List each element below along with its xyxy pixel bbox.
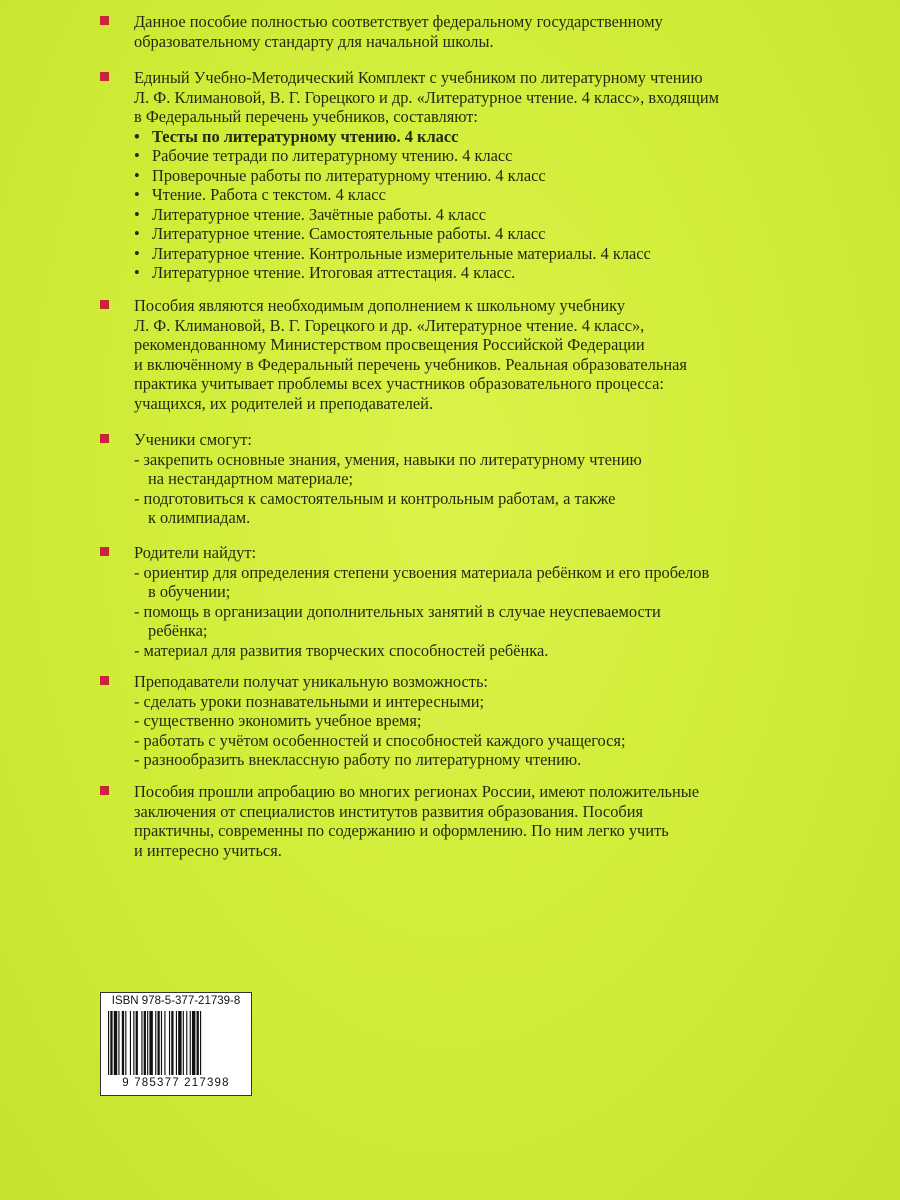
barcode-bar [197,1011,199,1075]
barcode-bar [125,1011,126,1075]
text-line: - сделать уроки познавательными и интересными; [134,691,485,711]
text-line: учащихся, их родителей и преподавателей. [134,393,434,413]
barcode-digits: 9 785377 217398 [122,1077,230,1089]
barcode-bar [157,1011,159,1075]
section-marker-icon [100,72,109,81]
barcode-bar [200,1011,201,1075]
text-line: к олимпиадам. [148,508,251,527]
text-line: и включённому в Федеральный перечень учебников. Реальная образовательная [134,354,687,374]
text-line: - ориентир для определения степени усвоения материала ребёнком и его пробелов [134,562,710,582]
barcode-bar [155,1011,156,1075]
barcode-bar [176,1011,177,1075]
barcode-bar [149,1011,152,1075]
isbn-barcode [100,992,252,1096]
section-marker-icon [100,16,109,25]
text-line: Данное пособие полностью соответствует федеральному государственному [134,12,663,31]
text-line: практичны, современны по содержанию и оформлению. По ним легко учить [134,821,669,840]
barcode-bar [192,1011,195,1075]
barcode-bar [161,1011,162,1075]
barcode-icon [106,1011,246,1075]
text-line: Л. Ф. Климановой, В. Г. Горецкого и др. «Литературное чтение. 4 класс», [134,315,645,335]
barcode-bar [130,1011,131,1075]
bullet-icon: • [134,146,140,165]
section-heading: Родители найдут: [134,543,257,562]
text-line: Пособия прошли апробацию во многих регионах России, имеют положительные [134,782,700,801]
text-line: Пособия являются необходимым дополнением к школьному учебнику [134,296,626,315]
text-line: образовательному стандарту для начальной школы. [134,31,494,51]
list-item: • Литературное чтение. Итоговая аттестация. 4 класс. [134,263,516,282]
bullet-icon: • [134,126,140,146]
barcode-bar [169,1011,170,1075]
list-item: • Литературное чтение. Контрольные измерительные материалы. 4 класс [134,243,651,263]
section-marker-icon [100,434,109,443]
text-line: на нестандартном материале; [148,469,354,488]
bullet-icon: • [134,185,140,204]
text-line: - закрепить основные знания, умения, навыки по литературному чтению [134,449,642,469]
barcode-bar [110,1011,112,1075]
list-item: • Литературное чтение. Зачётные работы. 4 класс [134,204,487,224]
section-heading: Ученики смогут: [134,430,252,449]
section-heading: Преподаватели получат уникальную возможность: [134,672,488,691]
barcode-bar [183,1011,184,1075]
barcode-bar [122,1011,124,1075]
text-line: заключения от специалистов институтов развития образования. Пособия [134,801,644,821]
text-line: в обучении; [148,582,231,601]
list-item: • Рабочие тетради по литературному чтению. 4 класс [134,146,513,165]
section-marker-icon [100,547,109,556]
text-line: Л. Ф. Климановой, В. Г. Горецкого и др. «Литературное чтение. 4 класс», входящим [134,87,720,107]
text-line: Единый Учебно-Методический Комплект с учебником по литературному чтению [134,68,703,87]
text-line: - существенно экономить учебное время; [134,711,422,730]
barcode-bar [144,1011,146,1075]
text-line: ребёнка; [148,621,208,640]
barcode-bar [114,1011,117,1075]
list-item: • Проверочные работы по литературному чтению. 4 класс [134,165,546,185]
text-line: - помощь в организации дополнительных занятий в случае неуспеваемости [134,601,661,621]
barcode-bar [141,1011,142,1075]
text-line: и интересно учиться. [134,840,282,860]
isbn-label: ISBN 978-5-377-21739-8 [111,995,241,1007]
text-line: практика учитывает проблемы всех участников образовательного процесса: [134,374,664,393]
barcode-bar [108,1011,109,1075]
section-marker-icon [100,300,109,309]
section-marker-icon [100,786,109,795]
barcode-bar [164,1011,165,1075]
bullet-icon: • [134,165,140,185]
bullet-icon: • [134,243,140,263]
text-line: - материал для развития творческих способностей ребёнка. [134,640,549,660]
text-line: в Федеральный перечень учебников, составляют: [134,107,478,126]
barcode-bar [190,1011,191,1075]
bullet-icon: • [134,224,140,243]
barcode-bar [178,1011,181,1075]
barcode-bar [136,1011,138,1075]
barcode-bar [118,1011,119,1075]
bullet-icon: • [134,204,140,224]
barcode-bar [147,1011,148,1075]
section-marker-icon [100,676,109,685]
list-item: • Литературное чтение. Самостоятельные работы. 4 класс [134,224,546,243]
barcode-bar [186,1011,187,1075]
text-line: - подготовиться к самостоятельным и контрольным работам, а также [134,488,616,508]
barcode-bar [133,1011,134,1075]
list-item: • Тесты по литературному чтению. 4 класс [134,126,459,146]
bullet-icon: • [134,263,140,282]
list-item: • Чтение. Работа с текстом. 4 класс [134,185,386,204]
text-line: рекомендованному Министерством просвещения Российской Федерации [134,335,645,354]
text-line: - работать с учётом особенностей и способностей каждого учащегося; [134,730,626,750]
text-line: - разнообразить внеклассную работу по литературному чтению. [134,750,582,769]
barcode-bar [171,1011,173,1075]
